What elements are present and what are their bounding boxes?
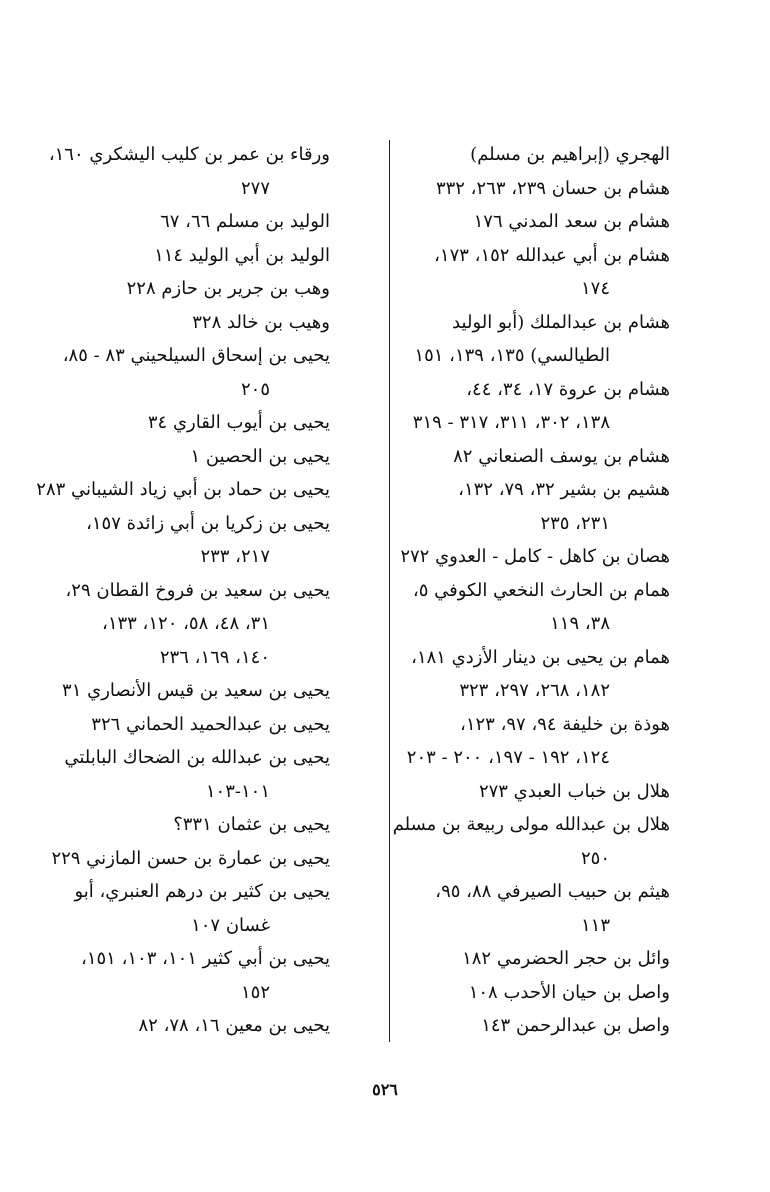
entry-continuation: ١١٣ — [580, 914, 610, 936]
index-column-right — [370, 138, 670, 1043]
entry-continuation: ١٨٢، ٢٦٨، ٢٩٧، ٣٢٣ — [459, 680, 610, 701]
entry-line: هشام بن يوسف الصنعاني ٨٢ — [453, 445, 670, 467]
entry-line: يحيى بن عثمان ٣٣١؟ — [173, 814, 330, 835]
entry-line: ورقاء بن عمر بن كليب اليشكري ١٦٠، — [48, 144, 330, 165]
index-entry — [370, 708, 670, 775]
entry-line: يحيى بن زكريا بن أبي زائدة ١٥٧، — [86, 512, 330, 534]
entry-line: يحيى بن كثير بن درهم العنبري، أبو — [74, 881, 330, 902]
entry-continuation: ٢٣١، ٢٣٥ — [540, 512, 610, 534]
index-entry — [370, 205, 670, 239]
entry-line: هصان بن كاهل - كامل - العدوي ٢٧٢ — [400, 546, 670, 567]
entry-line: يحيى بن أبي كثير ١٠١، ١٠٣، ١٥١، — [81, 948, 330, 969]
entry-line: هيثم بن حبيب الصيرفي ٨٨، ٩٥، — [435, 881, 670, 902]
index-entry — [370, 1009, 670, 1043]
entry-line: هشام بن عروة ١٧، ٣٤، ٤٤، — [466, 378, 670, 400]
index-entry — [370, 172, 670, 206]
entry-line: الوليد بن مسلم ٦٦، ٦٧ — [160, 211, 330, 232]
entry-line: هشام بن أبي عبدالله ١٥٢، ١٧٣، — [434, 244, 670, 266]
entry-line: واصل بن حيان الأحدب ١٠٨ — [468, 981, 670, 1003]
entry-continuation: ٢٧٧ — [240, 177, 270, 199]
entry-line: يحيى بن الحصين ١ — [190, 445, 330, 467]
index-entry — [30, 473, 330, 507]
entry-line: يحيى بن حماد بن أبي زياد الشيباني ٢٨٣ — [36, 479, 330, 500]
entry-continuation: ١٠١-١٠٣ — [205, 780, 270, 802]
entry-continuation: ١٥٢ — [240, 981, 270, 1003]
entry-continuation: ٢٥٠ — [580, 847, 610, 869]
entry-line: يحيى بن عبدالله بن الضحاك البابلتي — [64, 747, 330, 768]
entry-line: وهب بن جرير بن حازم ٢٢٨ — [126, 278, 330, 299]
index-entry — [30, 875, 330, 942]
index-entry — [370, 473, 670, 540]
page-number: ٥٢٦ — [372, 1080, 398, 1099]
index-entry — [30, 674, 330, 708]
index-entry — [370, 574, 670, 641]
index-entry — [30, 239, 330, 273]
index-entry — [30, 1009, 330, 1043]
index-entry — [30, 708, 330, 742]
entry-line: همام بن يحيى بن دينار الأزدي ١٨١، — [411, 646, 670, 668]
index-entry — [370, 440, 670, 474]
entry-line: هشام بن عبدالملك (أبو الوليد — [452, 311, 670, 333]
index-entry — [370, 306, 670, 373]
entry-continuation: ٣١، ٤٨، ٥٨، ١٢٠، ١٣٣، — [102, 613, 270, 634]
index-entry — [370, 138, 670, 172]
entry-line: هلال بن عبدالله مولى ربيعة بن مسلم — [392, 814, 670, 835]
index-entry — [30, 574, 330, 675]
index-entry — [370, 373, 670, 440]
entry-line: يحيى بن عبدالحميد الحماني ٣٢٦ — [91, 713, 330, 735]
entry-continuation: ١٣٨، ٣٠٢، ٣١١، ٣١٧ - ٣١٩ — [412, 412, 610, 433]
entry-continuation: ٢٠٥ — [240, 378, 270, 400]
column-divider — [389, 140, 390, 1042]
index-entry — [370, 875, 670, 942]
entry-continuation: ١٢٤، ١٩٢ - ١٩٧، ٢٠٠ - ٢٠٣ — [406, 747, 610, 768]
index-entry — [30, 507, 330, 574]
index-entry — [30, 272, 330, 306]
index-entry — [370, 976, 670, 1010]
entry-line: يحيى بن عمارة بن حسن المازني ٢٢٩ — [51, 847, 330, 869]
entry-continuation: ١٤٠، ١٦٩، ٢٣٦ — [159, 646, 270, 668]
index-entry — [30, 306, 330, 340]
entry-line: هلال بن خباب العبدي ٢٧٣ — [478, 780, 670, 802]
entry-continuation: ١٧٤ — [580, 278, 610, 299]
entry-line: يحيى بن معين ١٦، ٧٨، ٨٢ — [138, 1015, 330, 1036]
index-entry — [30, 440, 330, 474]
index-entry — [30, 808, 330, 842]
entry-line: يحيى بن أيوب القاري ٣٤ — [147, 412, 330, 433]
entry-continuation: ٢١٧، ٢٣٣ — [200, 546, 270, 567]
entry-line: وائل بن حجر الحضرمي ١٨٢ — [462, 948, 670, 969]
index-entry — [30, 741, 330, 808]
entry-line: الوليد بن أبي الوليد ١١٤ — [154, 244, 330, 266]
entry-continuation: ٣٨، ١١٩ — [550, 613, 610, 634]
index-entry — [30, 205, 330, 239]
index-entry — [370, 540, 670, 574]
index-entry — [370, 808, 670, 875]
index-entry — [30, 138, 330, 205]
index-entry — [30, 339, 330, 406]
index-entry — [30, 406, 330, 440]
entry-line: هشام بن حسان ٢٣٩، ٢٦٣، ٣٣٢ — [435, 177, 670, 199]
index-entry — [30, 942, 330, 1009]
entry-continuation: الطيالسي) ١٣٥، ١٣٩، ١٥١ — [414, 345, 610, 366]
entry-line: يحيى بن سعيد بن قيس الأنصاري ٣١ — [62, 680, 330, 701]
entry-continuation: غسان ١٠٧ — [191, 914, 270, 936]
entry-line: هشيم بن بشير ٣٢، ٧٩، ١٣٢، — [458, 479, 670, 500]
entry-line: يحيى بن إسحاق السيلحيني ٨٣ - ٨٥، — [62, 345, 330, 366]
entry-line: همام بن الحارث النخعي الكوفي ٥، — [412, 579, 670, 601]
index-entry — [370, 775, 670, 809]
entry-line: هوذة بن خليفة ٩٤، ٩٧، ١٢٣، — [460, 713, 670, 735]
entry-line: الهجري (إبراهيم بن مسلم) — [470, 144, 670, 165]
index-entry — [370, 239, 670, 306]
index-entry — [370, 641, 670, 708]
entry-line: يحيى بن سعيد بن فروخ القطان ٢٩، — [65, 579, 330, 601]
entry-line: واصل بن عبدالرحمن ١٤٣ — [481, 1015, 670, 1036]
entry-line: وهيب بن خالد ٣٢٨ — [192, 311, 330, 333]
index-entry — [30, 842, 330, 876]
index-entry — [370, 942, 670, 976]
entry-line: هشام بن سعد المدني ١٧٦ — [473, 211, 670, 232]
index-column-left — [30, 138, 330, 1043]
